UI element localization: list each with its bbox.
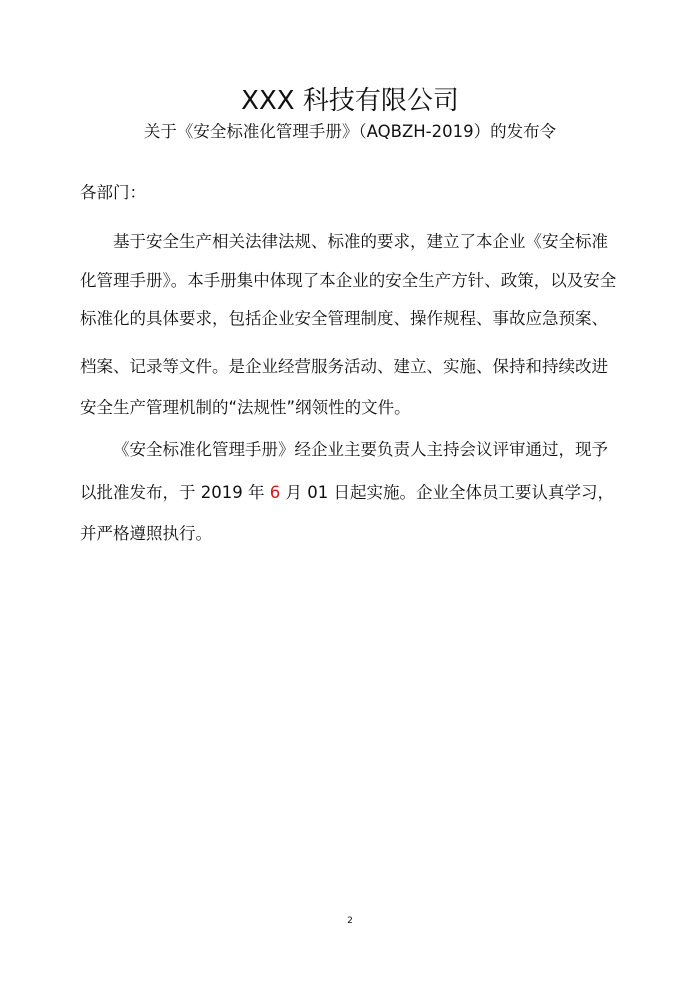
effective-date-prefix: 以批准发布，于 2019 年 bbox=[80, 483, 270, 502]
salutation: 各部门： bbox=[80, 183, 146, 202]
paragraph2-line: 并严格遵照执行。 bbox=[80, 524, 212, 543]
company-title: XXX 科技有限公司 bbox=[241, 86, 459, 116]
effective-date-suffix: 月 01 日起实施。企业全体员工要认真学习， bbox=[280, 483, 614, 502]
paragraph1-line: 标准化的具体要求，包括企业安全管理制度、操作规程、事故应急预案、 bbox=[80, 309, 608, 328]
document-subtitle: 关于《安全标准化管理手册》（AQBZH-2019）的发布令 bbox=[143, 122, 557, 141]
paragraph2-line bbox=[80, 481, 614, 505]
page-number: 2 bbox=[347, 916, 353, 926]
paragraph1-line: 档案、记录等文件。是企业经营服务活动、建立、实施、保持和持续改进 bbox=[80, 357, 608, 376]
paragraph2-line: 《安全标准化管理手册》经企业主要负责人主持会议评审通过，现予 bbox=[113, 440, 608, 459]
effective-month-highlight: 6 bbox=[269, 483, 281, 502]
paragraph1-line: 化管理手册》。本手册集中体现了本企业的安全生产方针、政策，以及安全 bbox=[80, 271, 617, 290]
paragraph1-line: 基于安全生产相关法律法规、标准的要求，建立了本企业《安全标准 bbox=[113, 232, 608, 251]
paragraph1-line: 安全生产管理机制的“法规性”纲领性的文件。 bbox=[80, 398, 411, 417]
